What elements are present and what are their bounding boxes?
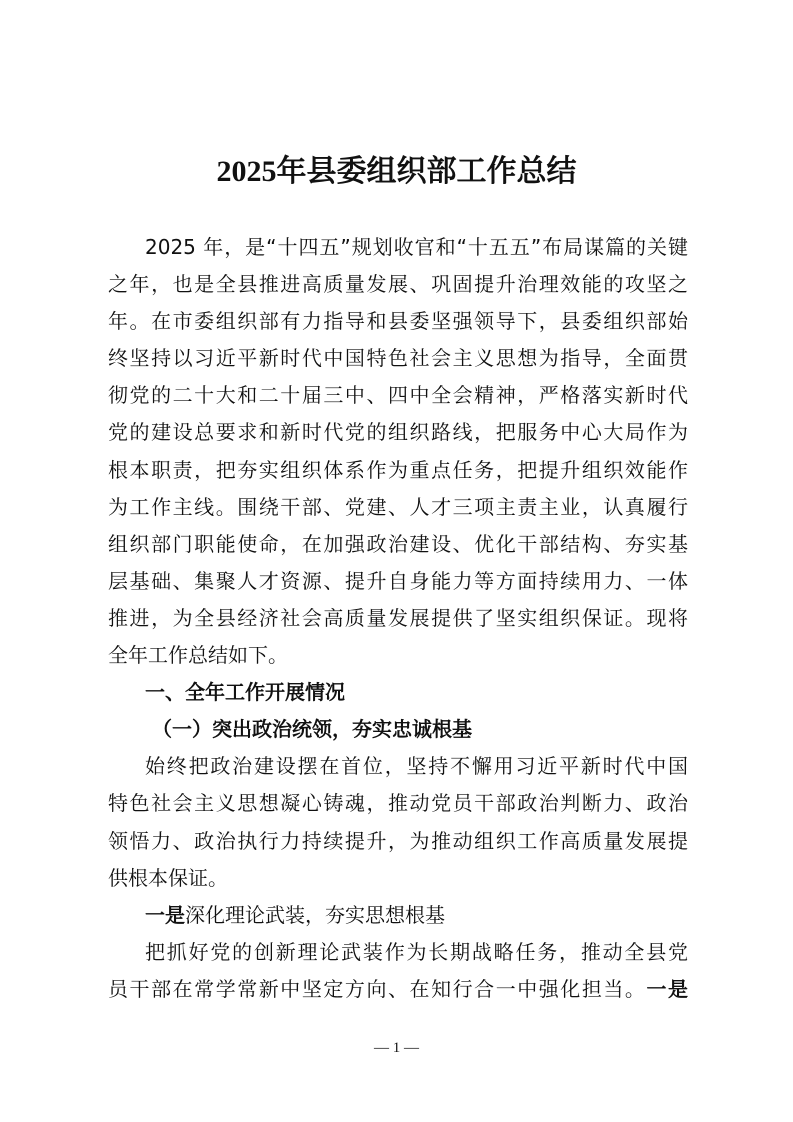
text-line [108,971,688,1008]
text-line: 组织部门职能使命，在加强政治建设、优化干部结构、夯实基 [108,531,688,556]
intro-paragraph [108,229,688,674]
document-body [108,229,688,1008]
document-title: 2025年县委组织部工作总结 [216,155,577,188]
point-title: 深化理论武装，夯实思想根基 [185,902,445,927]
text-line: 层基础、集聚人才资源、提升自身能力等方面持续用力、一体 [108,568,688,593]
text-line: 之年，也是全县推进高质量发展、巩固提升治理效能的攻坚之 [108,272,688,297]
text-line: 年。在市委组织部有力指导和县委坚强领导下，县委组织部始 [108,309,688,334]
text-line: 终坚持以习近平新时代中国特色社会主义思想为指导，全面贯 [108,346,688,371]
text-line: 供根本保证。 [108,865,228,890]
point-paragraph [108,934,688,1008]
text-line: 领悟力、政治执行力持续提升，为推动组织工作高质量发展提 [108,828,688,853]
text-line: 把抓好党的创新理论武装作为长期战略任务，推动全县党 [145,939,688,964]
text-line: 全年工作总结如下。 [108,643,288,668]
section-heading: 一、全年工作开展情况 [145,680,345,705]
subsection-heading: （一）突出政治统领，夯实忠诚根基 [152,717,472,742]
section-paragraph [108,748,688,896]
point-prefix: 一是 [646,976,689,1001]
text-line: 始终把政治建设摆在首位，坚持不懈用习近平新时代中国 [145,754,688,779]
page-number: — 1 — [374,1040,419,1056]
text-line-content: 员干部在常学常新中坚定方向、在知行合一中强化担当。 [108,976,647,1001]
text-line: 根本职责，把夯实组织体系作为重点任务，把提升组织效能作 [108,457,688,482]
text-line: 彻党的二十大和二十届三中、四中全会精神，严格落实新时代 [108,383,688,408]
point-heading [108,897,688,934]
text-line: 推进，为全县经济社会高质量发展提供了坚实组织保证。现将 [108,605,688,630]
text-line: 特色社会主义思想凝心铸魂，推动党员干部政治判断力、政治 [108,791,688,816]
text-line: 为工作主线。围绕干部、党建、人才三项主责主业，认真履行 [108,494,688,519]
text-line: 2025 年，是“十四五”规划收官和“十五五”布局谋篇的关键 [145,235,688,259]
point-prefix: 一是 [145,902,185,927]
text-line: 党的建设总要求和新时代党的组织路线，把服务中心大局作为 [108,420,688,445]
